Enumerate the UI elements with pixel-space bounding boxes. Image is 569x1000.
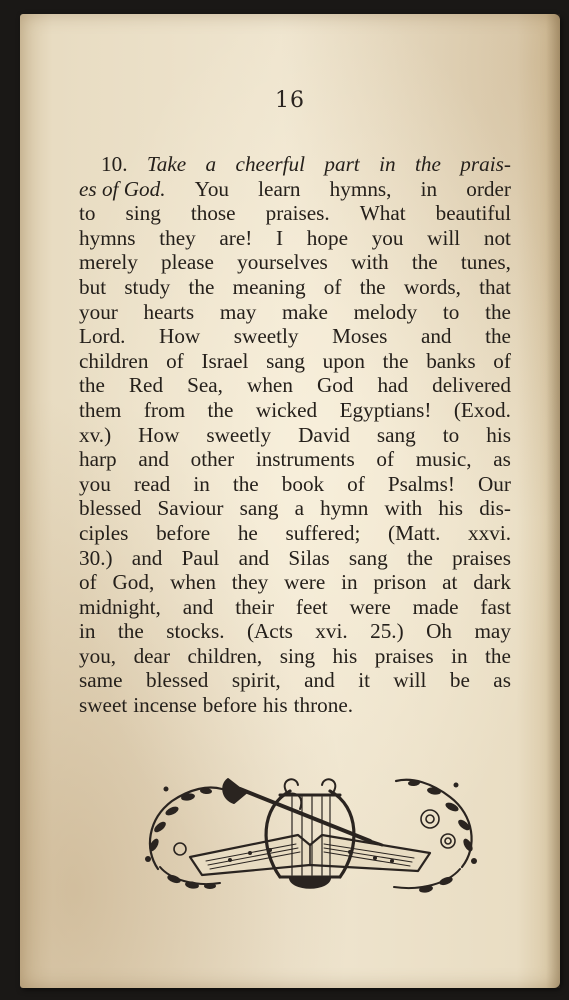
word: before [156, 520, 211, 545]
word: of [493, 348, 511, 373]
word: when [170, 570, 216, 595]
word: his [332, 643, 358, 668]
text-line [79, 472, 511, 497]
word: banks [426, 348, 476, 373]
word: to [442, 299, 460, 324]
word: sang [266, 348, 305, 373]
word: them [79, 397, 122, 422]
word: How [138, 422, 180, 447]
word: dear [133, 643, 171, 668]
word: 25.) [370, 619, 404, 644]
word: book [281, 471, 325, 496]
word: study [124, 274, 171, 299]
word: in [341, 570, 358, 595]
word: What [359, 201, 406, 226]
word: it [358, 668, 370, 693]
word: prais- [460, 152, 511, 176]
word: part [324, 152, 360, 176]
word: Psalms! [387, 471, 455, 496]
word: read [133, 471, 171, 496]
word: be [449, 668, 470, 693]
text-line [79, 250, 511, 275]
word: hearts [143, 299, 195, 324]
word: as [493, 447, 511, 472]
word: the [188, 274, 215, 299]
word: in [193, 471, 210, 496]
word: will [393, 668, 427, 693]
word: Silas [288, 545, 330, 570]
word: stocks. [166, 619, 225, 644]
text-line [79, 226, 511, 251]
word: sang [376, 422, 416, 447]
text-line [79, 349, 511, 374]
text-line [79, 595, 511, 620]
word: of [323, 274, 342, 299]
word: in [79, 619, 96, 644]
word: of [166, 348, 184, 373]
word: xvi. [315, 619, 348, 644]
word: (Exod. [453, 397, 511, 422]
word: and [420, 324, 452, 349]
text-line [79, 373, 511, 398]
word: Take [146, 152, 187, 176]
word: of [347, 471, 365, 496]
word: hope [306, 225, 348, 250]
text-line [79, 546, 511, 571]
word: praises. [265, 201, 330, 226]
word: they [231, 570, 269, 595]
word: sweetly [206, 422, 272, 447]
word: sing [279, 643, 316, 668]
word: es of God. [79, 176, 166, 201]
word: his [438, 496, 464, 521]
word: the [411, 250, 438, 275]
word: (Acts [246, 619, 293, 644]
word: the [117, 619, 144, 644]
word: dark [473, 570, 511, 595]
word: a [294, 496, 304, 521]
word: in [379, 152, 396, 176]
word: Sea, [187, 373, 223, 398]
word: tunes, [460, 250, 511, 275]
word: you [371, 225, 404, 250]
text-line [79, 496, 511, 521]
word: the [485, 643, 511, 668]
word: Red [128, 373, 164, 398]
word: had [377, 373, 409, 398]
paragraph-10 [79, 152, 511, 718]
word: as [493, 668, 511, 693]
word: incense [133, 693, 197, 718]
word: the [382, 348, 409, 373]
text-line [79, 668, 511, 693]
text-line [79, 324, 511, 349]
word: words, [403, 274, 461, 299]
word: God [316, 373, 354, 398]
word: and [238, 545, 270, 570]
word: hymns, [329, 176, 392, 201]
word: Lord. [79, 324, 126, 349]
word: to [442, 422, 460, 447]
word: a [205, 152, 217, 176]
word: ciples [79, 520, 129, 545]
word: praises [452, 545, 511, 570]
word: and [131, 545, 163, 570]
word: Saviour [157, 496, 224, 521]
word: your [79, 299, 118, 324]
word: please [161, 250, 214, 275]
word: you, [79, 643, 117, 668]
word: David [298, 422, 350, 447]
word: sang [239, 496, 279, 521]
text-line [79, 619, 511, 644]
word: upon [322, 348, 365, 373]
word: You [194, 176, 230, 201]
word: 10. [101, 152, 128, 176]
word: throne. [293, 693, 354, 718]
word: How [159, 324, 201, 349]
text-line [79, 693, 511, 718]
word: hymn [320, 496, 369, 521]
word: those [190, 201, 236, 226]
word: Paul [181, 545, 220, 570]
page-number: 16 [275, 88, 305, 113]
text-line [79, 275, 511, 300]
word: Israel [201, 348, 249, 373]
word: of [79, 570, 97, 595]
word: sang [348, 545, 388, 570]
word: with [384, 496, 423, 521]
word: (Matt. [388, 520, 441, 545]
word: prison [373, 570, 427, 595]
text-line [79, 423, 511, 448]
word: same [79, 668, 123, 693]
text-line [79, 398, 511, 423]
word: fast [480, 594, 511, 619]
word: of [376, 447, 395, 472]
word: wicked [255, 397, 318, 422]
word: Egyptians! [339, 397, 432, 422]
word: sweet [79, 693, 128, 718]
text-line [79, 152, 511, 177]
word: Our [477, 471, 511, 496]
word: harp [79, 447, 117, 472]
word: may [474, 619, 511, 644]
word: may [219, 299, 257, 324]
word: their [235, 594, 275, 619]
word: Oh [426, 619, 452, 644]
word: meaning [232, 274, 306, 299]
page-gutter-shadow [546, 14, 560, 988]
word: blessed [146, 668, 209, 693]
word: other [190, 447, 235, 472]
word: cheerful [235, 152, 305, 176]
word: delivered [432, 373, 511, 398]
word: 30.) [79, 545, 113, 570]
word: from [143, 397, 186, 422]
word: hymns [79, 225, 136, 250]
word: xxvi. [468, 520, 511, 545]
word: children [79, 348, 149, 373]
word: were [284, 570, 326, 595]
word: when [247, 373, 293, 398]
word: the [485, 324, 511, 349]
word: suffered; [285, 520, 361, 545]
word: dis- [479, 496, 511, 521]
word: praises [374, 643, 434, 668]
word: instruments [255, 447, 355, 472]
word: the [485, 299, 511, 324]
word: but [79, 274, 107, 299]
word: merely [79, 250, 138, 275]
word: Moses [332, 324, 388, 349]
word: melody [353, 299, 418, 324]
text-line [79, 521, 511, 546]
word: in [420, 176, 438, 201]
word: I [276, 225, 284, 250]
word: were [349, 594, 391, 619]
word: xv.) [79, 422, 112, 447]
word: the [207, 397, 234, 422]
word: and [182, 594, 214, 619]
word: music, [415, 447, 472, 472]
word: midnight, [79, 594, 161, 619]
book-page [20, 14, 560, 988]
word: yourselves [237, 250, 328, 275]
word: his [262, 693, 288, 718]
text-line [79, 201, 511, 226]
word: that [479, 274, 511, 299]
word: feet [295, 594, 328, 619]
word: will [427, 225, 461, 250]
word: not [483, 225, 511, 250]
word: the [232, 471, 259, 496]
word: blessed [79, 496, 142, 521]
word: spirit, [231, 668, 281, 693]
word: the [406, 545, 433, 570]
word: made [412, 594, 459, 619]
word: children, [187, 643, 263, 668]
word: make [282, 299, 328, 324]
word: and [138, 447, 169, 472]
word: the [79, 373, 105, 398]
word: before [202, 693, 257, 718]
word: they [159, 225, 196, 250]
word: at [442, 570, 458, 595]
lyre-trumpet-music-book-wreath-icon [130, 749, 490, 899]
word: his [486, 422, 511, 447]
word: in [451, 643, 468, 668]
text-line [79, 447, 511, 472]
word: he [237, 520, 258, 545]
word: order [466, 176, 511, 201]
text-line [79, 177, 511, 202]
word: the [359, 274, 386, 299]
text-line [79, 644, 511, 669]
word: and [304, 668, 335, 693]
word: learn [258, 176, 301, 201]
text-line [79, 570, 511, 595]
word: sweetly [233, 324, 299, 349]
word: God, [112, 570, 155, 595]
text-line [79, 300, 511, 325]
word: beautiful [435, 201, 511, 226]
word: sing [125, 201, 161, 226]
word: you [79, 471, 111, 496]
word: with [350, 250, 389, 275]
word: are! [219, 225, 253, 250]
word: to [79, 201, 96, 226]
word: the [415, 152, 441, 176]
